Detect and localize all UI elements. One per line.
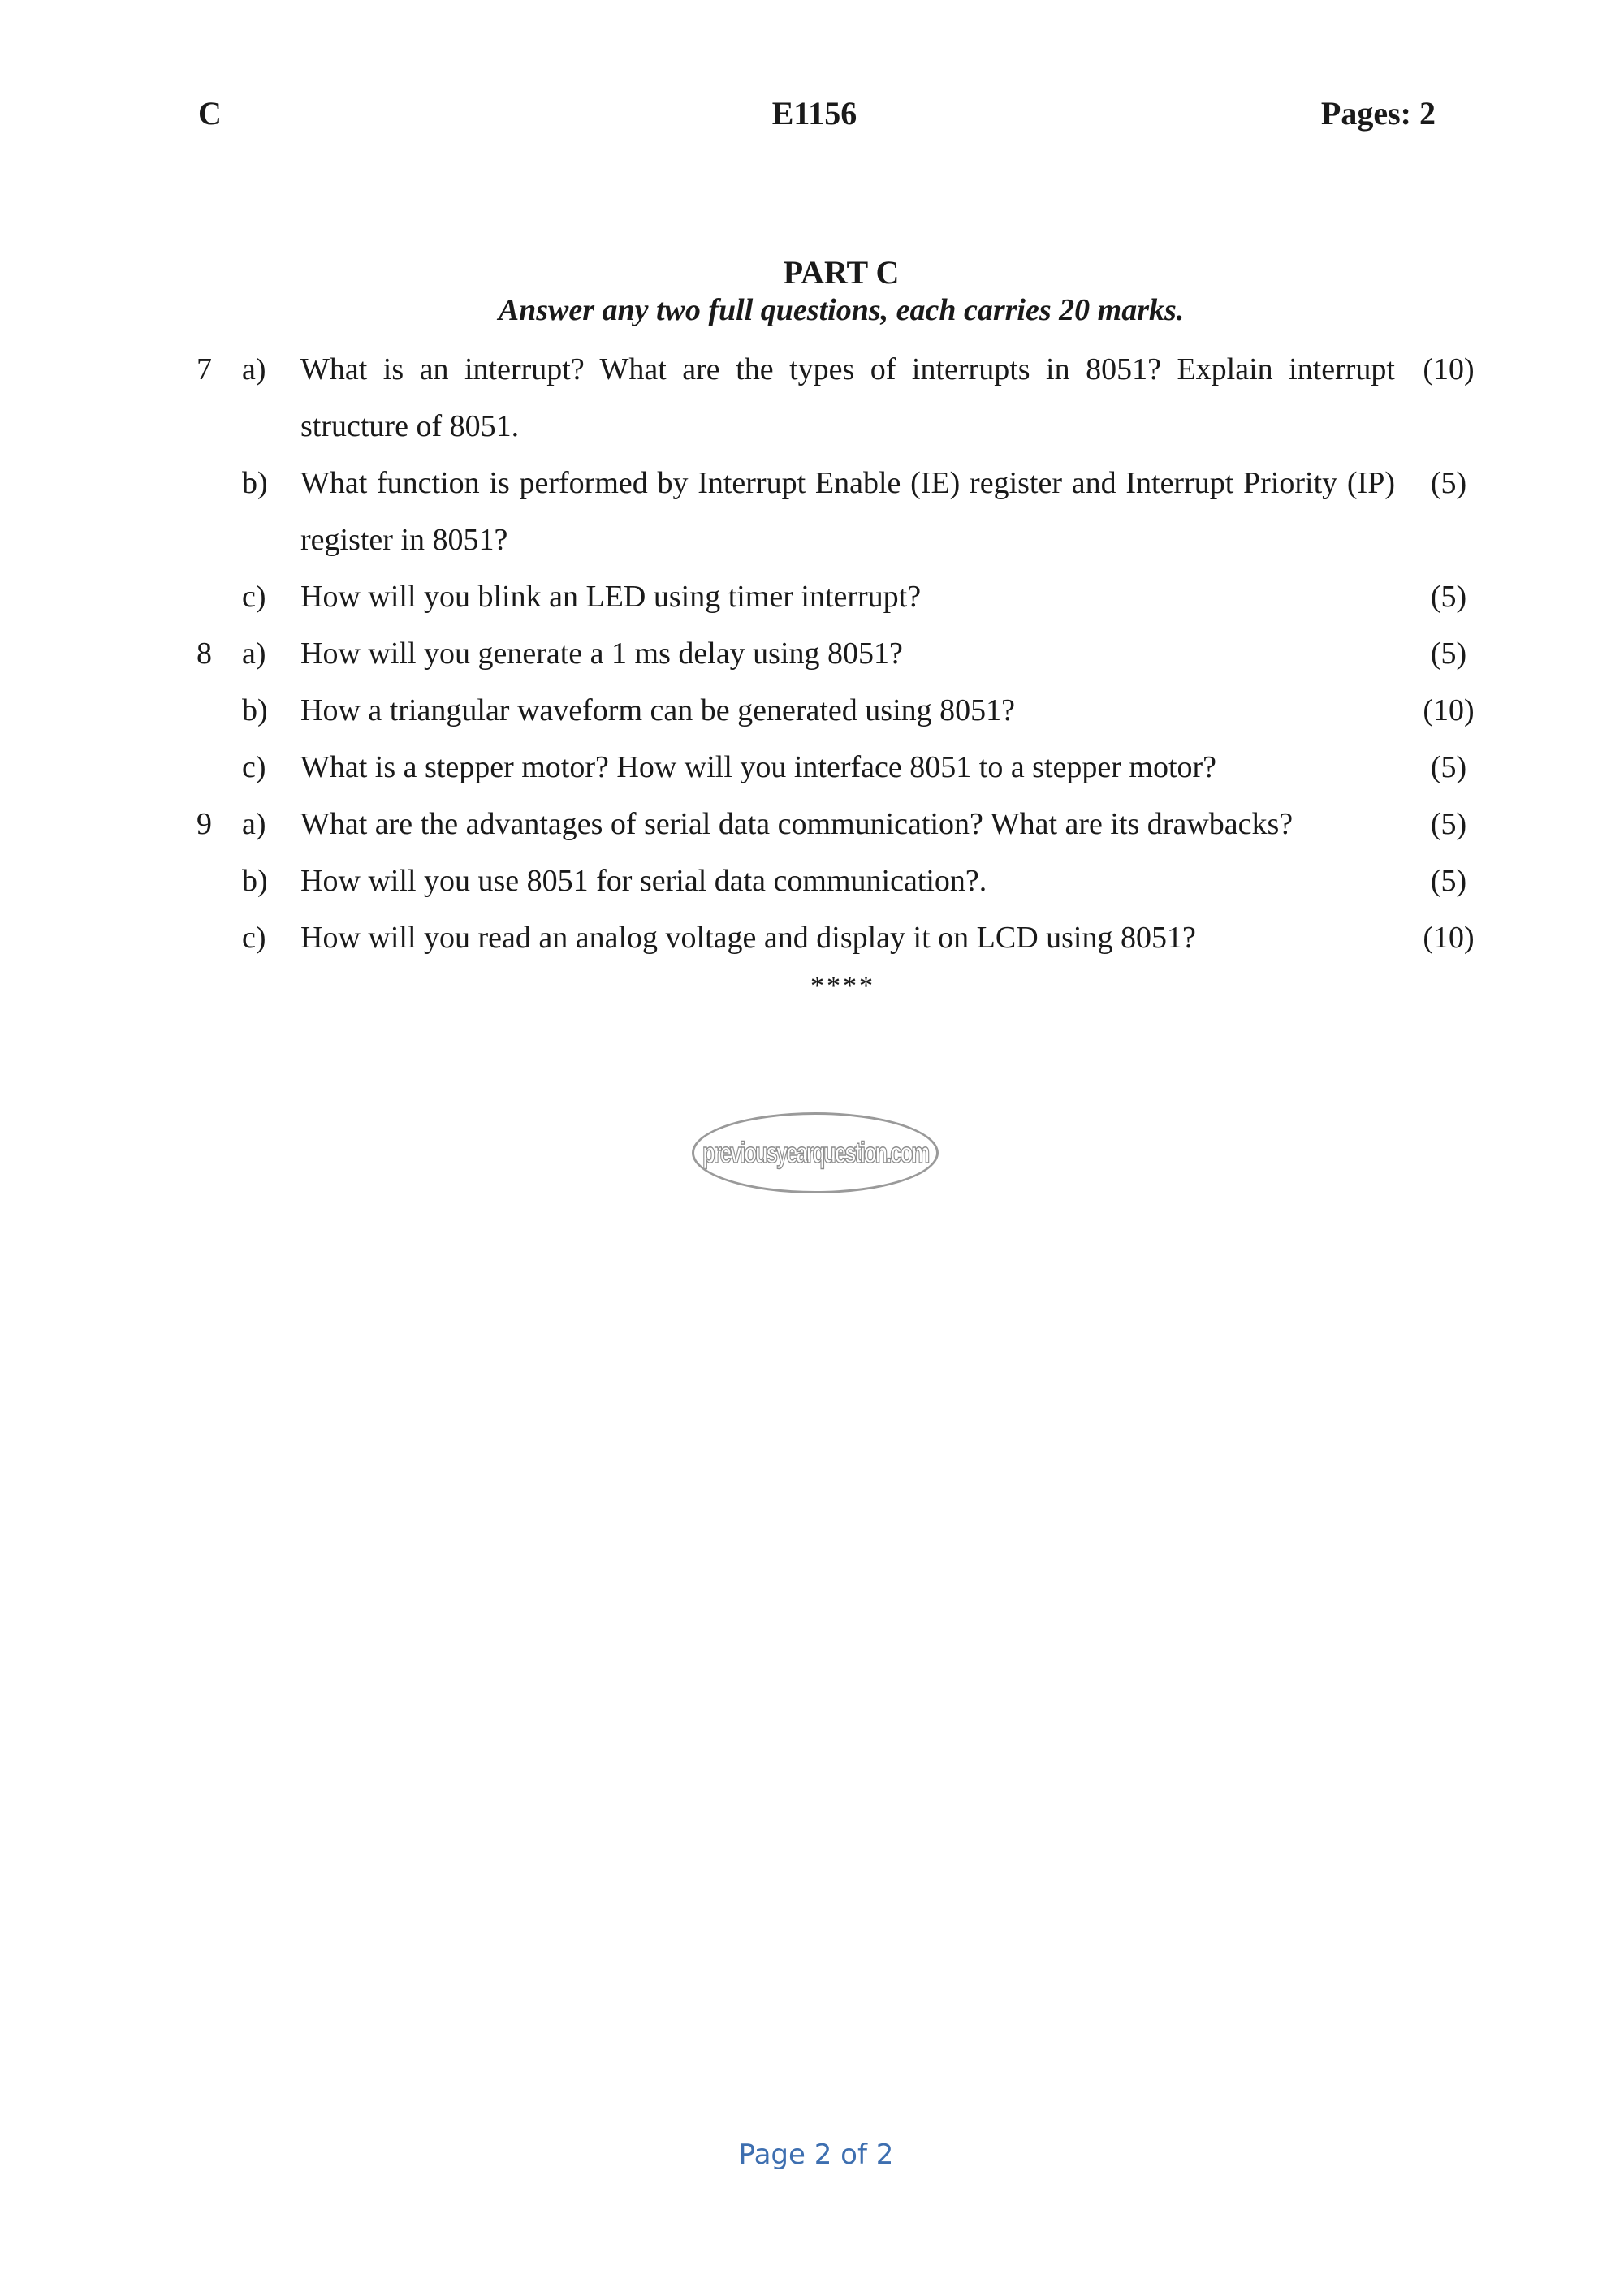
question-text: How will you read an analog voltage and display it on LCD using 8051?: [300, 921, 1196, 955]
question-part: b): [242, 864, 268, 898]
question-marks: (5): [1430, 807, 1467, 841]
question-number: 8: [197, 637, 212, 671]
question-row: [0, 455, 1624, 568]
question-text: How will you use 8051 for serial data communication?.: [300, 864, 987, 898]
question-text: What is a stepper motor? How will you interface 8051 to a stepper motor?: [300, 750, 1217, 784]
paper-set-letter: C: [198, 95, 222, 132]
question-text: What is an interrupt? What are the types of interrupts in 8051? Explain interrupt structure of 8051.: [300, 352, 1395, 443]
question-text: What function is performed by Interrupt Enable (IE) register and Interrupt Priority (IP) register in 8051?: [300, 466, 1395, 557]
question-row: [0, 341, 1624, 455]
section-instruction: Answer any two full questions, each carries 20 marks.: [498, 293, 1185, 327]
question-marks: (10): [1423, 921, 1475, 955]
page-count: Pages: 2: [1320, 95, 1436, 132]
question-row: [0, 739, 1624, 796]
question-part: a): [242, 352, 266, 386]
question-part: c): [242, 921, 266, 955]
question-part: b): [242, 693, 268, 727]
question-number: 9: [197, 807, 212, 841]
question-marks: (5): [1430, 637, 1467, 671]
question-marks: (10): [1423, 352, 1475, 386]
page-footer: Page 2 of 2: [738, 2138, 894, 2171]
question-row: [0, 625, 1624, 682]
question-list: [0, 341, 1624, 966]
question-row: [0, 568, 1624, 625]
question-row: [0, 852, 1624, 909]
question-marks: (10): [1423, 693, 1475, 727]
question-row: [0, 796, 1624, 852]
question-row: [0, 682, 1624, 739]
question-text: How a triangular waveform can be generated using 8051?: [300, 693, 1015, 727]
question-row: [0, 909, 1624, 966]
watermark-text: previousyearquestion.com: [702, 1136, 929, 1169]
question-text: What are the advantages of serial data communication? What are its drawbacks?: [300, 807, 1294, 841]
question-text: How will you blink an LED using timer interrupt?: [300, 580, 922, 614]
question-text: How will you generate a 1 ms delay using 8051?: [300, 637, 903, 671]
question-part: c): [242, 580, 266, 614]
question-marks: (5): [1430, 750, 1467, 784]
question-marks: (5): [1430, 466, 1467, 500]
paper-code: E1156: [771, 95, 857, 132]
question-marks: (5): [1430, 864, 1467, 898]
section-title: PART C: [783, 254, 900, 291]
page-header: [0, 94, 1624, 143]
question-part: a): [242, 637, 266, 671]
question-part: b): [242, 466, 268, 500]
question-part: c): [242, 750, 266, 784]
end-of-paper-mark: ****: [810, 971, 875, 1001]
question-marks: (5): [1430, 580, 1467, 614]
question-part: a): [242, 807, 266, 841]
question-number: 7: [197, 352, 212, 386]
watermark-logo: [692, 1112, 939, 1193]
